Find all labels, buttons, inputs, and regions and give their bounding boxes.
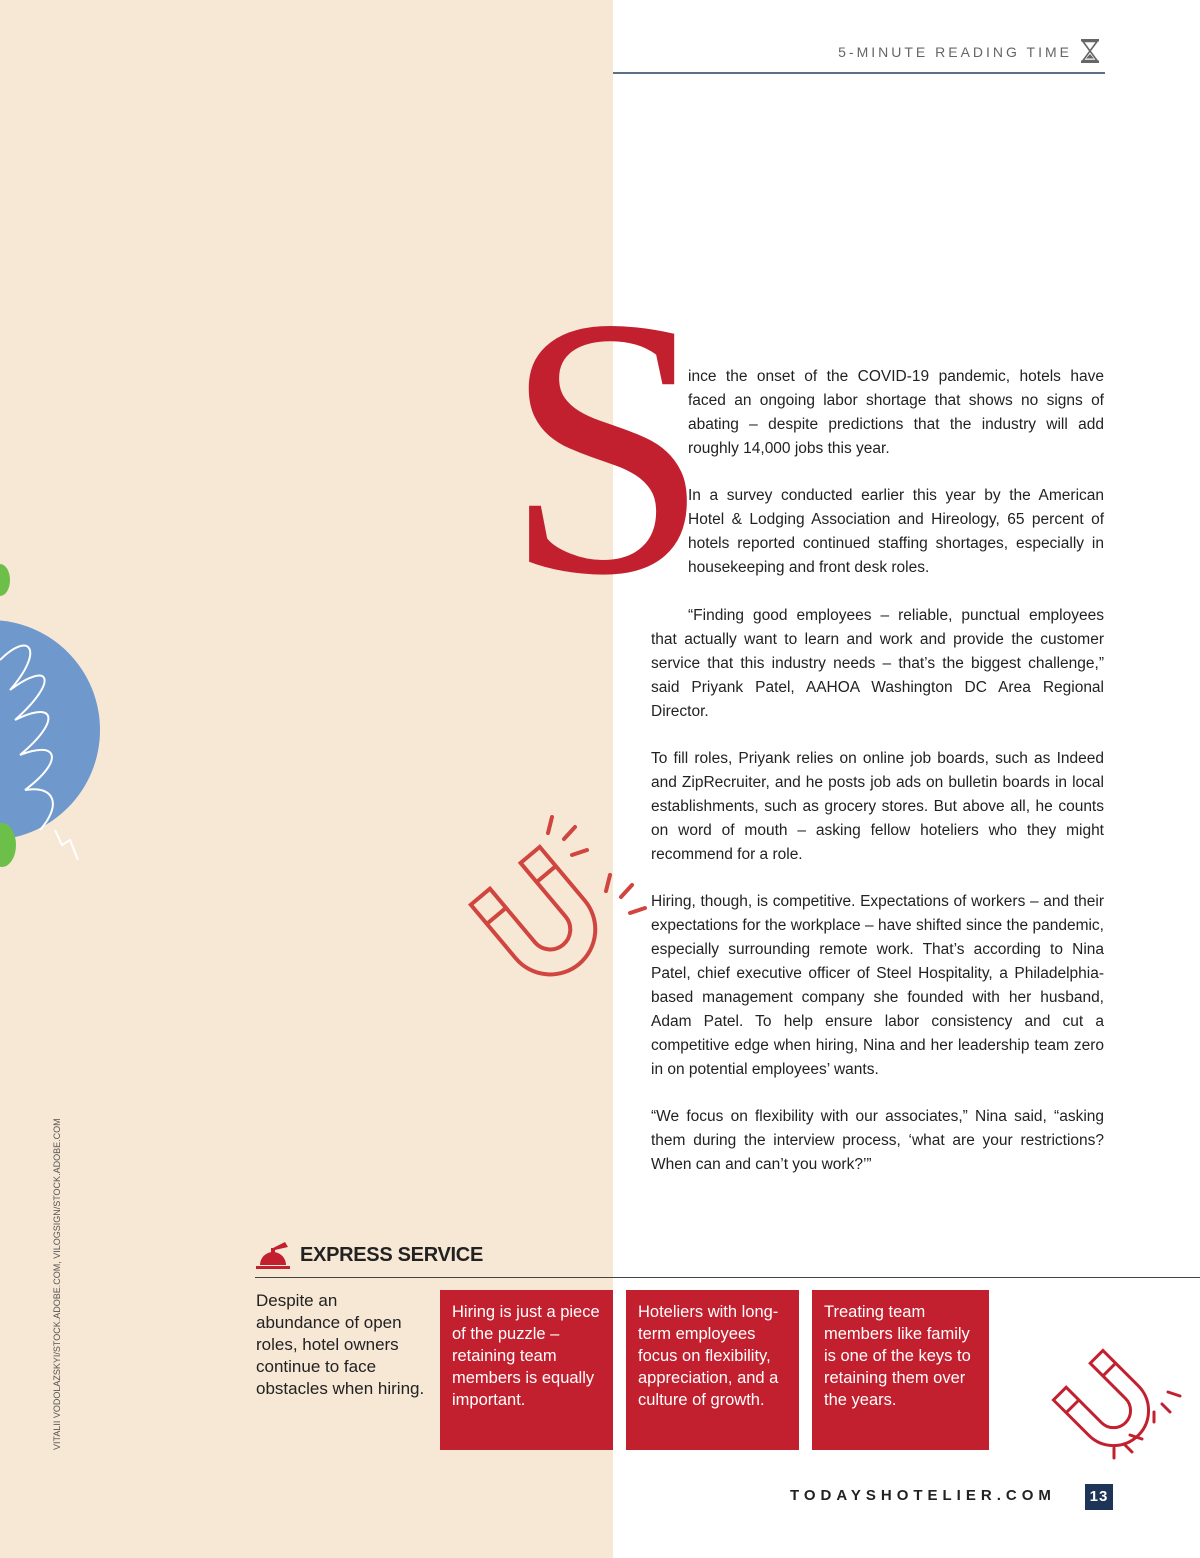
express-service-title: EXPRESS SERVICE (300, 1244, 483, 1266)
tip-box: Hoteliers with long-term employees focus on flexibility, appreciation, and a culture of growth. (626, 1290, 799, 1450)
globe-illustration (0, 540, 120, 900)
express-service-intro: Despite an abundance of open roles, hotel owners continue to face obstacles when hiring. (256, 1291, 425, 1398)
article-paragraph: To fill roles, Priyank relies on online job boards, such as Indeed and ZipRecruiter, and he posts job ads on bulletin boards in local establishments, such as grocery stores. But above all, he counts on word of mouth – asking fellow hoteliers who they might recommend for a role. (651, 750, 1104, 863)
article-paragraph: In a survey conducted earlier this year by the American Hotel & Lodging Association and Hireology, 65 percent of hotels reported continued staffing shortages, especially in housekeeping and front desk roles. (688, 487, 1104, 576)
article-paragraph: “We focus on flexibility with our associates,” Nina said, “asking them during the interview process, ‘what are your restrictions? When can and can’t you work?’” (651, 1108, 1104, 1173)
reading-time-label: 5-MINUTE READING TIME (838, 44, 1072, 60)
footer-website: TODAYSHOTELIER.COM (790, 1487, 1056, 1504)
page-number: 13 (1085, 1484, 1113, 1510)
header-rule (613, 72, 1105, 74)
drop-cap: S (504, 242, 710, 652)
article-paragraph: Hiring, though, is competitive. Expectations of workers – and their expectations for the workplace – have shifted since the pandemic, especially surrounding remote work. That’s according to Nina Patel, chief executive officer of Steel Hospitality, a Philadelphia-based management company she founded with her husband, Adam Patel. To help ensure labor consistency and cut a competitive edge when hiring, Nina and her leadership team zero in on potential employees’ wants. (651, 893, 1104, 1078)
photo-credit: VITALII VODOLAZSKYI/STOCK.ADOBE.COM, VILOGSIGN/STOCK.ADOBE.COM (52, 1118, 62, 1450)
section-rule (255, 1277, 1200, 1278)
magnet-icon (460, 805, 660, 995)
tip-box: Treating team members like family is one of the keys to retaining them over the years. (812, 1290, 989, 1450)
article-paragraph: “Finding good employees – reliable, punctual employees that actually want to learn and work and provide the customer service that this industry needs – that’s the biggest challenge,” said Priyank Patel, AAHOA Washington DC Area Regional Director. (651, 607, 1104, 720)
service-bell-icon (255, 1240, 291, 1272)
article-paragraph: ince the onset of the COVID-19 pandemic, hotels have faced an ongoing labor shortage that shows no signs of abating – despite predictions that the industry will add roughly 14,000 jobs this year. (688, 368, 1104, 457)
magnet-icon (1050, 1340, 1190, 1460)
hourglass-icon (1079, 38, 1101, 64)
tip-box: Hiring is just a piece of the puzzle – retaining team members is equally important. (440, 1290, 613, 1450)
